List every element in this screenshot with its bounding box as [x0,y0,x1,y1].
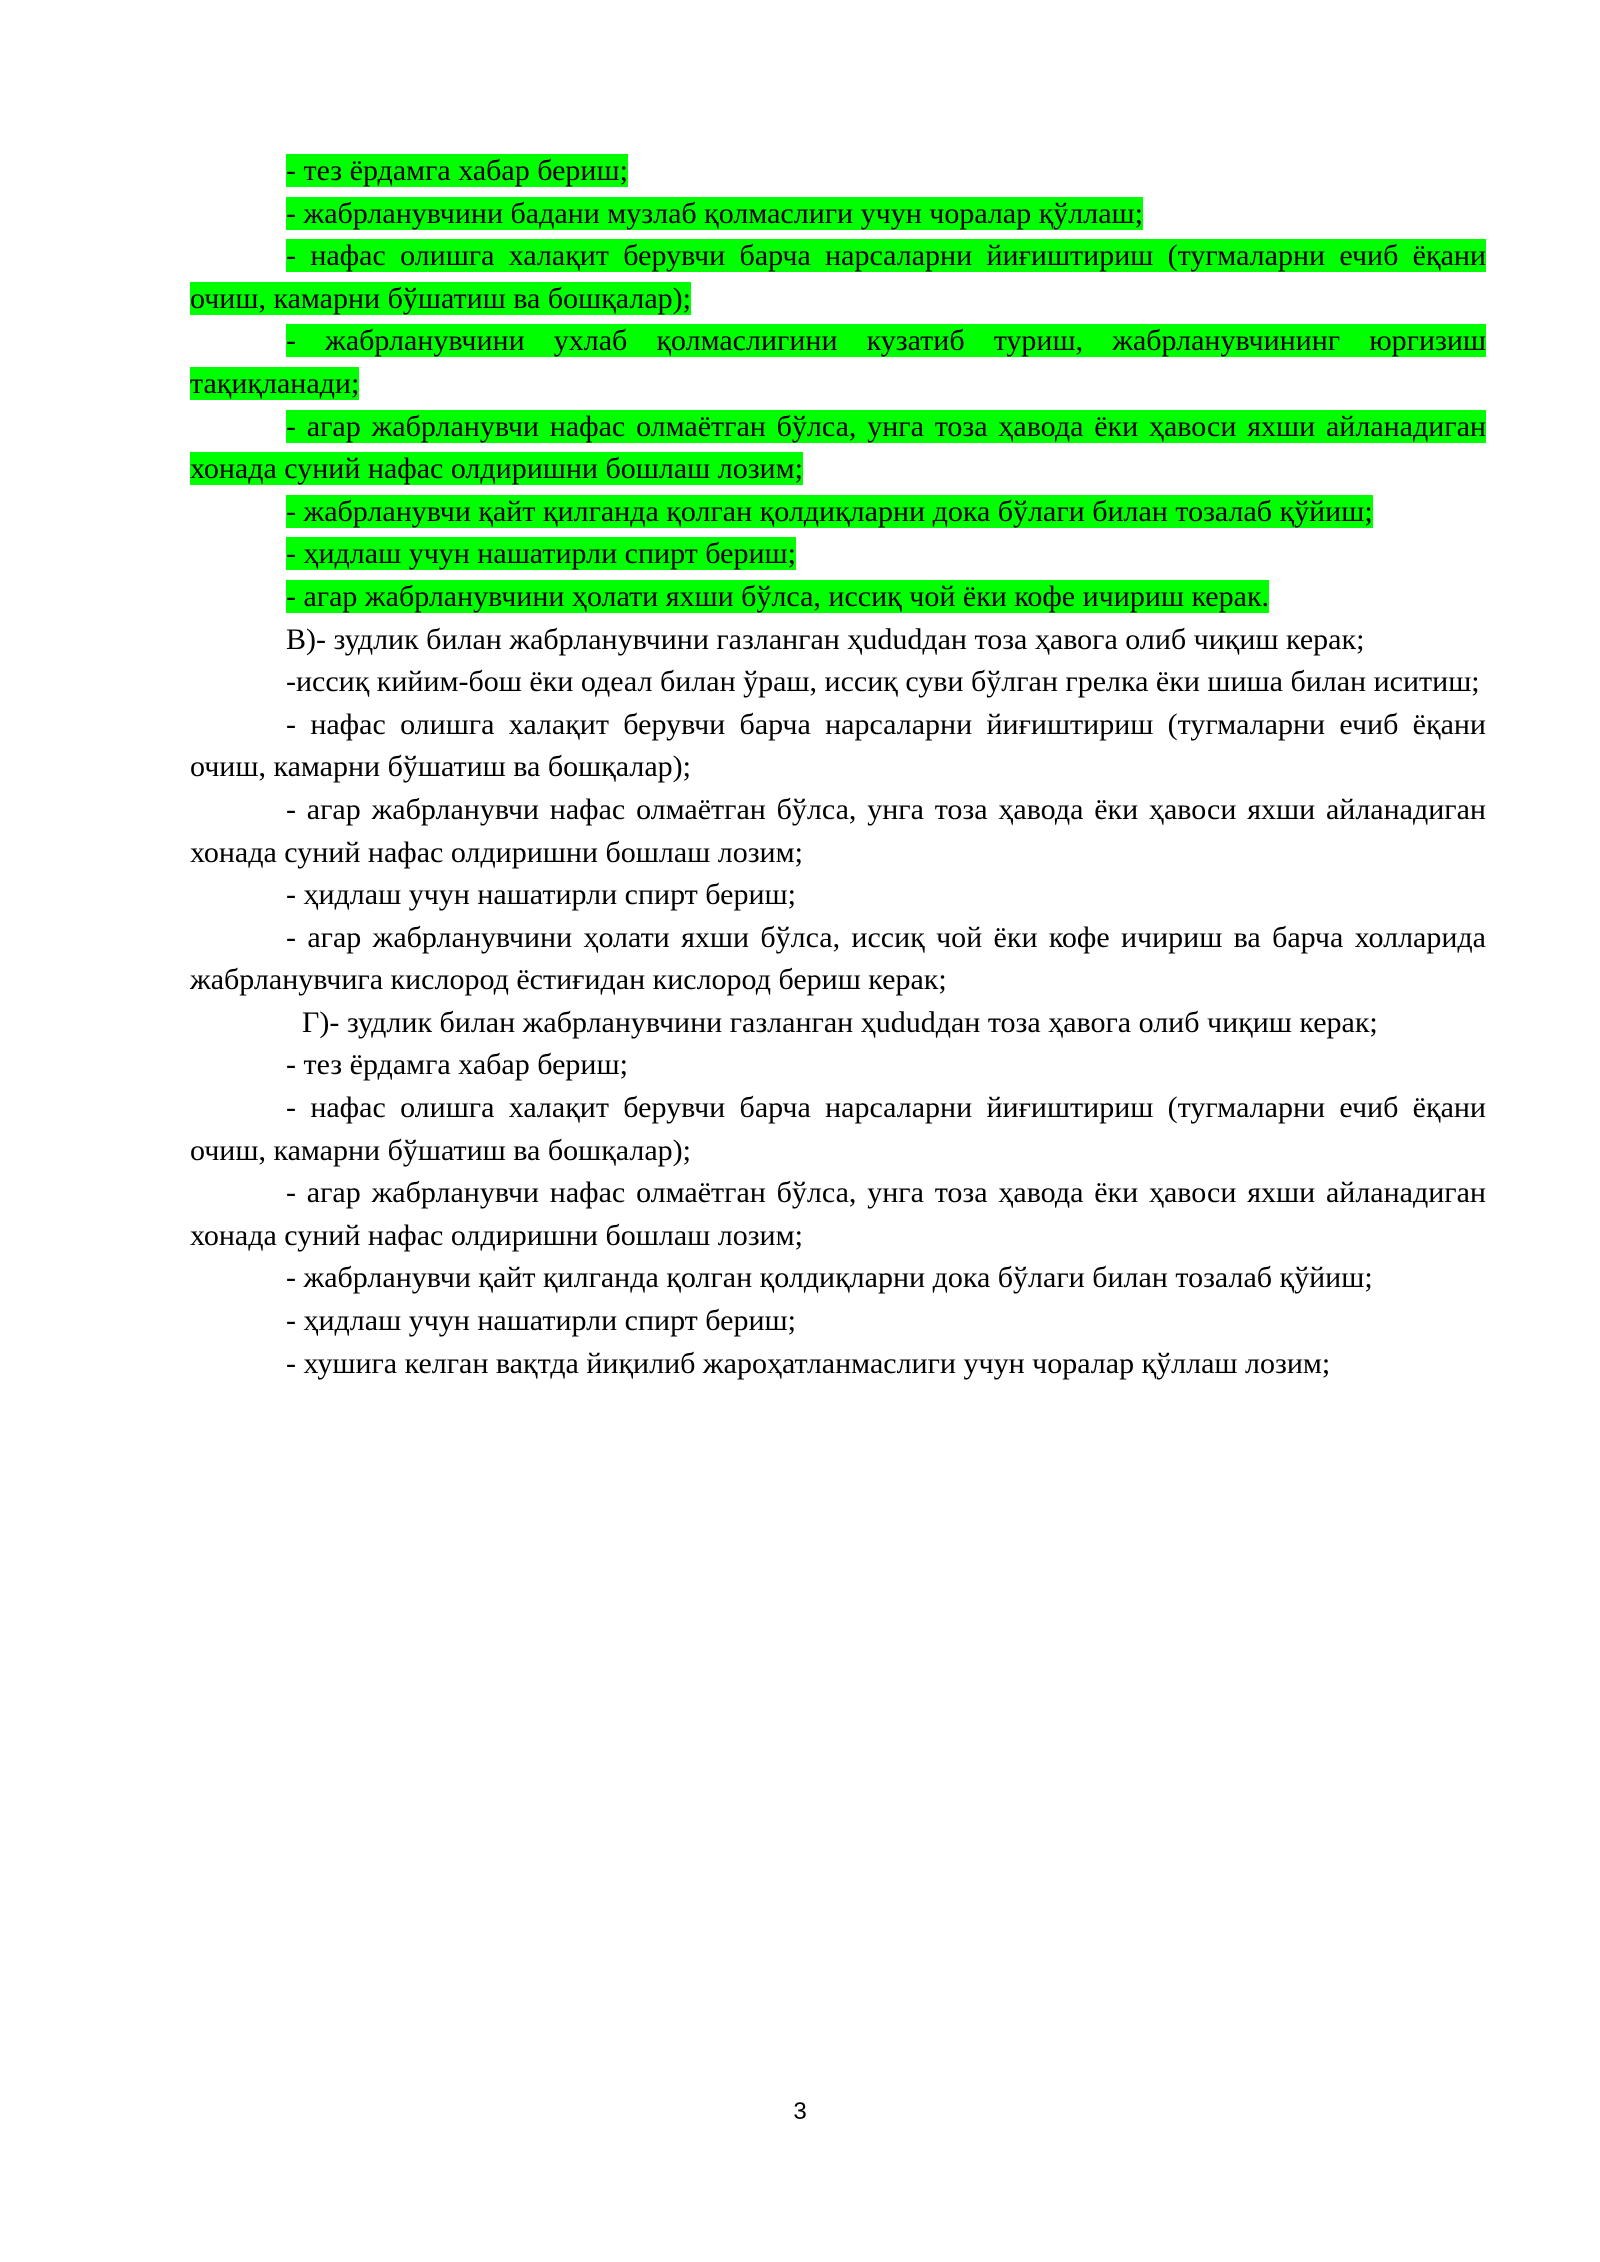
paragraph-20: - ҳидлаш учун нашатирли спирт бериш; [286,1304,796,1338]
page-number: 3 [793,2098,807,2125]
paragraph-10: -иссиқ кийим-бош ёки одеал билан ўраш, иссиқ суви бўлган грелка ёки шиша билан иситиш; [286,665,1480,699]
paragraph-15: Г)- зудлик билан жабрланувчини газланган ҳududдан тоза ҳавога олиб чиқиш керак; [302,1005,1378,1039]
paragraph-17: - нафас олишга халақит берувчи барча нарсаларни йиғиштириш (тугмаларни ечиб ёқани очиш, камарни бўшатиш ва бошқалар); [190,1091,1486,1167]
paragraph-3 [190,235,1486,320]
paragraph-1 [190,150,1486,193]
highlighted-text: - агар жабрланувчини ҳолати яхши бўлса, иссиқ чой ёки кофе ичириш керак. [286,579,1270,613]
paragraph-13: - ҳидлаш учун нашатирли спирт бериш; [286,878,796,912]
paragraph-8 [190,576,1486,619]
highlighted-text: - жабрланувчи қайт қилганда қолган қолдиқларни дока бўлаги билан тозалаб қўйиш; [286,494,1373,528]
paragraph-7 [190,533,1486,576]
paragraph-9: В)- зудлик билан жабрланувчини газланган ҳududдан тоза ҳавога олиб чиқиш керак; [286,622,1365,656]
paragraph-4 [190,320,1486,405]
paragraph-21: - хушига келган вақтда йиқилиб жароҳатланмаслиги учун чоралар қўллаш лозим; [286,1346,1331,1380]
paragraph-12: - агар жабрланувчи нафас олмаётган бўлса, унга тоза ҳавода ёки ҳавоси яхши айланадиган хонада суний нафас олдиришни бошлаш лозим; [190,792,1486,869]
highlighted-text: - жабрланувчини бадани музлаб қолмаслиги учун чоралар қўллаш; [286,196,1143,230]
paragraph-5 [190,406,1486,491]
document-body [190,150,1486,1385]
paragraph-11: - нафас олишга халақит берувчи барча нарсаларни йиғиштириш (тугмаларни ечиб ёқани очиш, камарни бўшатиш ва бошқалар); [190,707,1486,784]
paragraph-14: - агар жабрланувчини ҳолати яхши бўлса, иссиқ чой ёки кофе ичириш ва барча холларида жабрланувчига кислород ёстиғидан кислород бериш керак; [190,920,1486,997]
highlighted-text: - нафас олишга халақит берувчи барча нарсаларни йиғиштириш (тугмаларни ечиб ёқани очиш, камарни бўшатиш ва бошқалар); [190,239,1486,315]
paragraph-6 [190,491,1486,534]
paragraph-16: - тез ёрдамга хабар бериш; [286,1048,628,1082]
highlighted-text: - жабрланувчини ухлаб қолмаслигини кузатиб туриш, жабрланувчининг юргизиш тақиқланади; [190,324,1486,400]
highlighted-text: - агар жабрланувчи нафас олмаётган бўлса, унга тоза ҳавода ёки ҳавоси яхши айланадиган хонада суний нафас олдиришни бошлаш лозим; [190,409,1486,486]
paragraph-19: - жабрланувчи қайт қилганда қолган қолдиқларни дока бўлаги билан тозалаб қўйиш; [286,1261,1373,1295]
highlighted-text: - тез ёрдамга хабар бериш; [286,154,628,187]
paragraph-2 [190,193,1486,236]
highlighted-text: - ҳидлаш учун нашатирли спирт бериш; [286,537,796,571]
paragraph-18: - агар жабрланувчи нафас олмаётган бўлса, унга тоза ҳавода ёки ҳавоси яхши айланадиган хонада суний нафас олдиришни бошлаш лозим; [190,1176,1486,1252]
